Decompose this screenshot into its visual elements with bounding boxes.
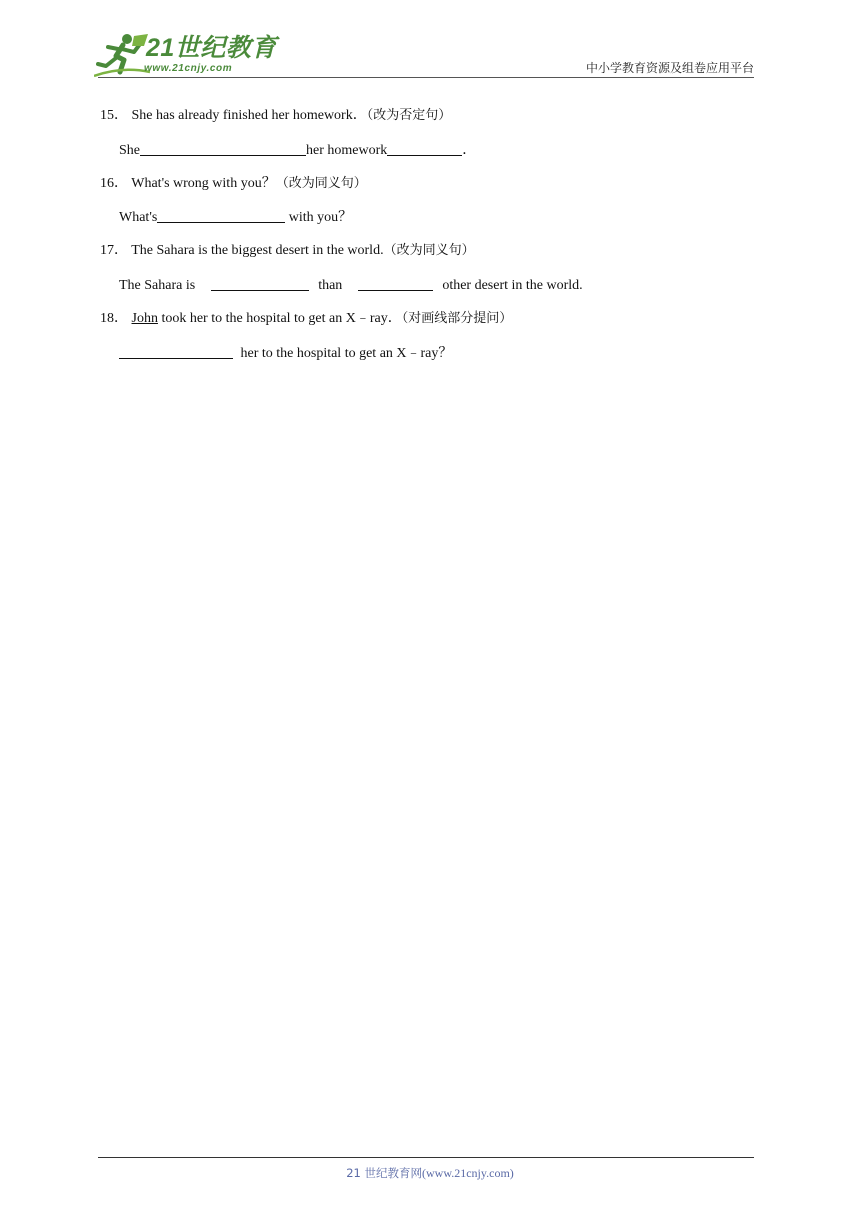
question-instruction: （对画线部分提问） (401, 311, 513, 326)
question-number: 18． (100, 311, 128, 326)
question-number: 17． (100, 243, 128, 258)
answer-15 (119, 141, 476, 160)
question-15 (100, 107, 451, 125)
answer-text: The Sahara is (119, 278, 196, 293)
question-17 (100, 242, 475, 260)
answer-17 (119, 276, 583, 295)
footer-url[interactable]: (www.21cnjy.com) (422, 1166, 514, 1180)
answer-text: ． (462, 143, 477, 158)
question-prompt: What's wrong with you？ (131, 176, 276, 191)
answer-text: her homework (306, 143, 388, 158)
question-16 (100, 175, 367, 193)
answer-blank[interactable] (211, 276, 309, 291)
question-prompt: She has already finished her homework． (131, 108, 367, 123)
answer-blank[interactable] (119, 344, 233, 359)
answer-blank[interactable] (358, 276, 433, 291)
question-number: 16． (100, 176, 128, 191)
question-prompt: took her to the hospital to get an X﹣ray． (157, 311, 402, 326)
runner-logo-icon (94, 32, 150, 78)
question-number: 15． (100, 108, 128, 123)
footer-divider (98, 1157, 754, 1158)
header-divider (98, 77, 754, 78)
answer-text: She (119, 143, 140, 158)
logo-text: 21世纪教育 (146, 34, 277, 62)
answer-16 (119, 208, 352, 227)
page-header (0, 0, 860, 80)
answer-blank[interactable] (157, 208, 285, 223)
question-instruction: （改为同义句） (383, 243, 475, 258)
answer-blank[interactable] (140, 141, 306, 156)
question-instruction: （改为否定句） (366, 108, 452, 123)
answer-18 (119, 344, 452, 363)
brand-logo (94, 32, 277, 78)
page-footer (0, 1165, 860, 1181)
answer-text: with you？ (285, 210, 353, 225)
question-prompt: The Sahara is the biggest desert in the world. (131, 243, 384, 258)
answer-text: than (318, 278, 343, 293)
underlined-word: John (131, 311, 158, 326)
footer-site-name: 21 世纪教育网 (346, 1166, 423, 1180)
answer-text: other desert in the world. (442, 278, 583, 293)
answer-text: her to the hospital to get an X﹣ray？ (237, 346, 453, 361)
answer-text: What's (119, 210, 158, 225)
platform-title: 中小学教育资源及组卷应用平台 (585, 61, 754, 75)
logo-url: www.21cnjy.com (144, 63, 233, 74)
answer-blank[interactable] (387, 141, 462, 156)
question-instruction: （改为同义句） (275, 176, 367, 191)
question-18 (100, 310, 512, 328)
